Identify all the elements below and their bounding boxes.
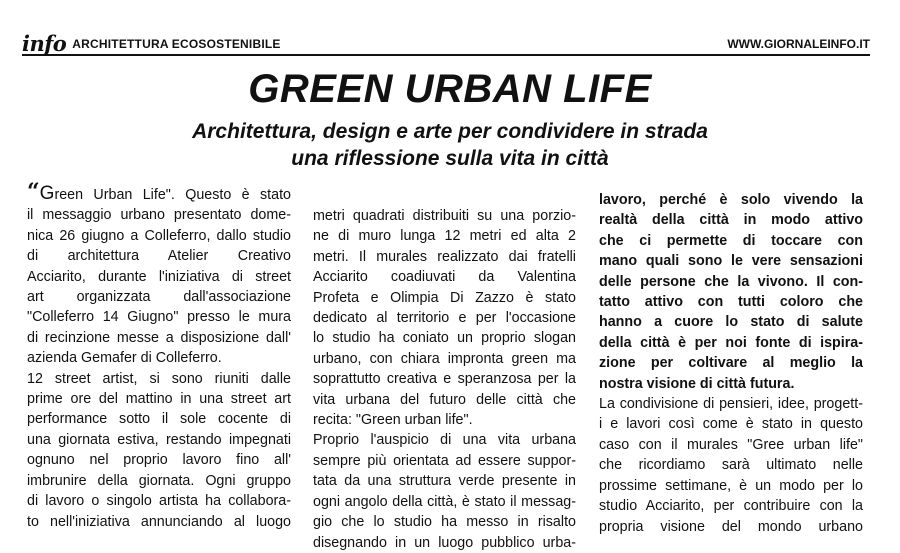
text-line: disegnando in un luogo pubblico urba- [313, 534, 576, 551]
text-line: azienda Gemafer di Colleferro. [27, 350, 222, 367]
text-line: ne di muro lunga 12 metri ed alta 2 [313, 228, 576, 245]
text-line: metri. Il murales realizzato dai fratelli [313, 248, 576, 265]
text-line: studio Acciarito, per contribuire con la [599, 498, 863, 515]
text-line: caso con il murales "Gree urban life" [599, 436, 863, 453]
text-line: Acciarito, durante l'iniziativa di street [27, 268, 291, 285]
text-line: realtà della città in modo attivo [599, 212, 863, 229]
text-line: "Colleferro 14 Giugno" presso le mura [27, 309, 291, 326]
text-line: di lavoro o singolo artista ha collabora- [27, 493, 291, 510]
text-line: metri quadrati distribuiti su una porzio- [313, 208, 576, 224]
text-line: imbrunire della giornata. Ogni gruppo [27, 472, 291, 489]
text-line: ogni angolo della città, è stato il messag- [313, 493, 576, 510]
text-line: che ci permette di toccare con [599, 232, 863, 249]
text-line: dedicato al territorio e per l'occasione [313, 310, 576, 327]
column-1-text [27, 179, 291, 532]
column-3-text [599, 394, 863, 537]
text-line: lavoro, perché è solo vivendo la [599, 192, 863, 208]
brand-logo: info [22, 31, 67, 56]
text-line: lo studio ha coniato un proprio slogan [313, 330, 576, 347]
text-line: recita: "Green urban life". [313, 412, 473, 429]
column-1 [27, 179, 291, 530]
opening-quote: “ [27, 179, 40, 205]
masthead-bar [22, 28, 870, 56]
text-line: i e lavori così come è stato in questo [599, 416, 863, 433]
text-line: hanno a cuore lo stato di salute [599, 314, 863, 331]
text-line: urbano, con chiara impronta green ma [313, 350, 576, 367]
text-line: mano quali sono le vere sensazioni [599, 253, 863, 270]
text-line: Proprio l'auspicio di una vita urbana [313, 432, 576, 449]
text-line: ognuno nel proprio lavoro fino all' [27, 452, 291, 469]
text-line: nostra visione di città futura. [599, 375, 795, 392]
text-line: gio che lo studio ha messo in risalto [313, 514, 576, 531]
text-line: Acciarito coadiuvati da Valentina [313, 269, 576, 286]
text-line: una giornata estiva, restando impegnati [27, 431, 291, 448]
column-2 [313, 206, 576, 551]
text-line: prime ore del mattino in una street art [27, 391, 291, 408]
text-line: La condivisione di pensieri, idee, progett- [599, 396, 863, 413]
text-line: 12 street artist, si sono riuniti dalle [27, 370, 291, 387]
text-line: vita urbana del futuro delle città che [313, 391, 576, 408]
text-line: prossime settimane, è un modo per lo [599, 477, 863, 494]
text-line: della città è per noi fonte di ispira- [599, 334, 863, 351]
text-line: il messaggio urbano presentato dome- [27, 207, 291, 224]
column-3-bold-text [599, 190, 863, 394]
text-line: “Green Urban Life". Questo è stato [27, 179, 291, 205]
text-line: che ricordiamo sarà ultimato nelle [599, 457, 863, 474]
column-3 [599, 190, 863, 535]
drop-letter: G [39, 183, 55, 204]
text-line: di architettura Atelier Creativo [27, 248, 291, 265]
subtitle-line-1: Architettura, design e arte per condividere in strada [192, 120, 708, 143]
text-line: performance sotto il sole cocente di [27, 411, 291, 428]
text-line: tata da una struttura verde presente in [313, 473, 576, 490]
text-line: tatto attivo con tutti coloro che [599, 294, 863, 311]
text-line: sempre più orientata ad essere suppor- [313, 452, 576, 469]
subtitle-line-2: una riflessione sulla vita in città [291, 147, 609, 170]
article-title: GREEN URBAN LIFE [248, 67, 652, 111]
site-url: WWW.GIORNALEINFO.IT [727, 37, 870, 51]
text-line: Profeta e Olimpia Di Zazzo è stato [313, 289, 576, 306]
section-label: ARCHITETTURA ECOSOSTENIBILE [72, 37, 281, 51]
text-line: zione per coltivare al meglio la [599, 355, 863, 372]
article-subtitle [0, 118, 900, 172]
text-line: to nell'iniziativa annunciando al luogo [27, 513, 291, 530]
text-line: soprattutto creativa e speranzosa per la [313, 371, 576, 388]
text-line: nica 26 giugno a Colleferro, dallo studio [27, 227, 291, 244]
text-line: propria visione del mondo urbano [599, 518, 863, 535]
text-line: art organizzata dall'associazione [27, 289, 291, 306]
text-line: delle persone che la vivono. Il con- [599, 273, 863, 290]
text-line: di recinzione messe a disposizione dall' [27, 329, 291, 346]
column-2-text [313, 206, 576, 553]
